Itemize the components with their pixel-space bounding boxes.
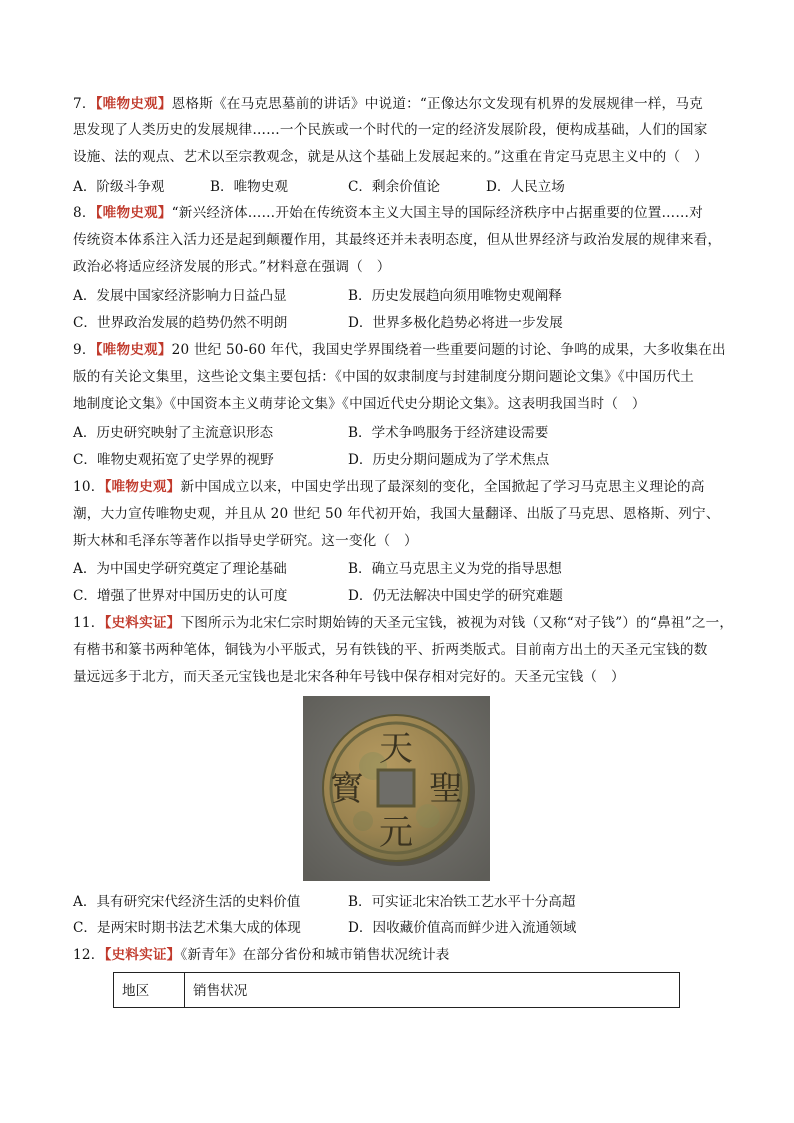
coin-char-bottom: 元	[379, 813, 413, 853]
q9-option-a: A．历史研究映射了主流意识形态	[73, 425, 274, 441]
q10-line-3: 斯大林和毛泽东等著作以指导史学研究。这一变化（ ）	[73, 533, 418, 549]
coin-char-right: 聖	[429, 769, 463, 809]
q8-tag: 【唯物史观】	[95, 205, 172, 221]
coin-char-top: 天	[379, 729, 413, 769]
q10-option-c: C．增强了世界对中国历史的认可度	[73, 588, 288, 604]
q7-line-1: 7．【唯物史观】恩格斯《在马克思墓前的讲话》中说道：“正像达尔文发现有机界的发展规律一样，马克	[73, 96, 703, 112]
q7-line-3: 设施、法的观点、艺术以至宗教观念，就是从这个基础上发展起来的。”这重在肯定马克思主义中的（ ）	[73, 149, 708, 165]
q10-option-d: D．仍无法解决中国史学的研究难题	[348, 588, 563, 604]
q9-option-c: C．唯物史观拓宽了史学界的视野	[73, 452, 274, 468]
q7-option-a: A．阶级斗争观	[73, 179, 165, 195]
q11-option-a: A．具有研究宋代经济生活的史料价值	[73, 894, 301, 910]
sales-table	[113, 972, 680, 1008]
q9-line-3: 地制度论文集》《中国资本主义萌芽论文集》《中国近代史分期论文集》。这表明我国当时（ ）	[73, 396, 646, 412]
q7-tag: 【唯物史观】	[95, 96, 172, 112]
q11-option-b: B．可实证北宋冶铁工艺水平十分高超	[348, 894, 576, 910]
q8-line-2: 传统资本体系注入活力还是起到颠覆作用，其最终还并未表明态度，但从世界经济与政治发展的规律来看，	[73, 232, 722, 248]
table-header-region: 地区	[114, 973, 185, 1007]
q11-line-2: 有楷书和篆书两种笔体，铜钱为小平版式，另有铁钱的平、折两类版式。目前南方出土的天圣元宝钱的数	[73, 642, 708, 658]
q8-option-d: D．世界多极化趋势必将进一步发展	[348, 315, 563, 331]
q11-option-d: D．因收藏价值高而鲜少进入流通领域	[348, 920, 577, 936]
q10-line-2: 潮，大力宣传唯物史观，并且从 20 世纪 50 年代初开始，我国大量翻译、出版了马克思、恩格斯、列宁、	[73, 506, 720, 522]
q9-option-d: D．历史分期问题成为了学术焦点	[348, 452, 550, 468]
q8-option-b: B．历史发展趋向须用唯物史观阐释	[348, 288, 562, 304]
q9-line-1: 9．【唯物史观】20 世纪 50-60 年代，我国史学界围绕着一些重要问题的讨论、争鸣的成果，大多收集在出	[73, 342, 726, 358]
q11-option-c: C．是两宋时期书法艺术集大成的体现	[73, 920, 301, 936]
q11-tag: 【史料实证】	[104, 615, 181, 631]
tiansheng-coin-image	[303, 696, 490, 881]
coin-icon	[303, 696, 490, 881]
q8-option-a: A．发展中国家经济影响力日益凸显	[73, 288, 287, 304]
q9-option-b: B．学术争鸣服务于经济建设需要	[348, 425, 549, 441]
q9-line-2: 版的有关论文集里，这些论文集主要包括：《中国的奴隶制度与封建制度分期问题论文集》《中国历代土	[73, 369, 694, 385]
q7-option-d: D．人民立场	[486, 179, 565, 195]
q8-line-1: 8．【唯物史观】“新兴经济体……开始在传统资本主义大国主导的国际经济秩序中占据重要的位置……对	[73, 205, 703, 221]
q12-line-1: 12．【史料实证】《新青年》在部分省份和城市销售状况统计表	[73, 947, 450, 963]
q10-option-a: A．为中国史学研究奠定了理论基础	[73, 561, 287, 577]
q10-option-b: B．确立马克思主义为党的指导思想	[348, 561, 562, 577]
q10-line-1: 10．【唯物史观】新中国成立以来，中国史学出现了最深刻的变化，全国掀起了学习马克思主义理论的高	[73, 479, 705, 495]
q12-tag: 【史料实证】	[104, 947, 181, 963]
table-header-sales: 销售状况	[193, 983, 248, 999]
q11-line-3: 量远远多于北方，而天圣元宝钱也是北宋各种年号钱中保存相对完好的。天圣元宝钱（ ）	[73, 669, 625, 685]
q7-option-c: C．剩余价值论	[348, 179, 440, 195]
q11-line-1: 11．【史料实证】下图所示为北宋仁宗时期始铸的天圣元宝钱，被视为对钱（又称“对子钱”）的“鼻祖”之一，	[73, 615, 734, 631]
q8-option-c: C．世界政治发展的趋势仍然不明朗	[73, 315, 288, 331]
q7-line-2: 思发现了人类历史的发展规律……一个民族或一个时代的一定的经济发展阶段，便构成基础，人们的国家	[73, 122, 708, 138]
q9-tag: 【唯物史观】	[95, 342, 172, 358]
coin-char-left: 寳	[330, 769, 364, 809]
q7-option-b: B．唯物史观	[210, 179, 288, 195]
q10-tag: 【唯物史观】	[104, 479, 181, 495]
q8-line-3: 政治必将适应经济发展的形式。”材料意在强调（ ）	[73, 259, 391, 275]
